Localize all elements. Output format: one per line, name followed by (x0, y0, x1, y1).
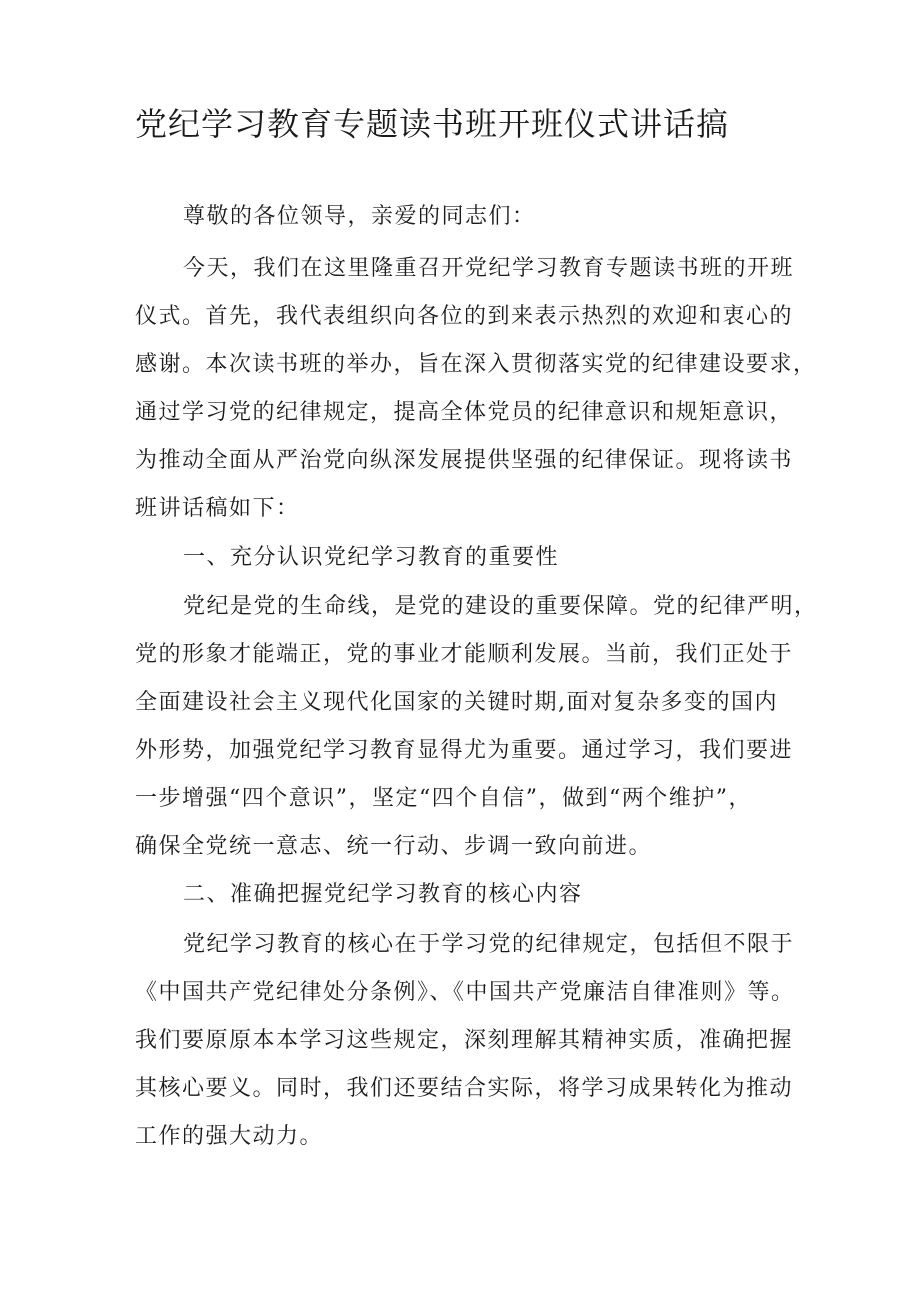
salutation-line: 尊敬的各位领导，亲爱的同志们： (183, 204, 536, 229)
paragraph-line: 全面建设社会主义现代化国家的关键时期,面对复杂多变的国内 (135, 690, 778, 715)
paragraph-line: 通过学习党的纪律规定，提高全体党员的纪律意识和规矩意识， (135, 400, 794, 425)
paragraph-line: 党纪是党的生命线，是党的建设的重要保障。党的纪律严明， (183, 594, 818, 619)
paragraph-line: 一步增强“四个意识”，坚定“四个自信”，做到“两个维护”， (135, 786, 752, 811)
paragraph-line: 《中国共产党纪律处分条例》、《中国共产党廉洁自律准则》等。 (135, 980, 795, 1005)
paragraph-line: 其核心要义。同时，我们还要结合实际，将学习成果转化为推动 (135, 1076, 794, 1101)
paragraph-line: 工作的强大动力。 (135, 1124, 324, 1149)
paragraph-line: 党的形象才能端正，党的事业才能顺利发展。当前，我们正处于 (135, 642, 794, 667)
paragraph-line: 我们要原原本本学习这些规定，深刻理解其精神实质，准确把握 (135, 1028, 794, 1053)
paragraph-line: 感谢。本次读书班的举办，旨在深入贯彻落实党的纪律建设要求， (135, 352, 817, 377)
paragraph-line: 班讲话稿如下： (135, 496, 300, 521)
paragraph-line: 仪式。首先，我代表组织向各位的到来表示热烈的欢迎和衷心的 (135, 304, 794, 329)
paragraph-line: 外形势，加强党纪学习教育显得尤为重要。通过学习，我们要进 (135, 738, 794, 763)
paragraph-line: 确保全党统一意志、统一行动、步调一致向前进。 (135, 834, 653, 859)
document-title: 党纪学习教育专题读书班开班仪式讲话搞 (135, 105, 730, 143)
section-heading-1: 一、充分认识党纪学习教育的重要性 (183, 545, 560, 570)
paragraph-line: 为推动全面从严治党向纵深发展提供坚强的纪律保证。现将读书 (135, 448, 794, 473)
section-heading-2: 二、准确把握党纪学习教育的核心内容 (183, 882, 583, 907)
paragraph-line: 今天，我们在这里隆重召开党纪学习教育专题读书班的开班 (183, 256, 795, 281)
paragraph-line: 党纪学习教育的核心在于学习党的纪律规定，包括但不限于 (183, 932, 795, 957)
